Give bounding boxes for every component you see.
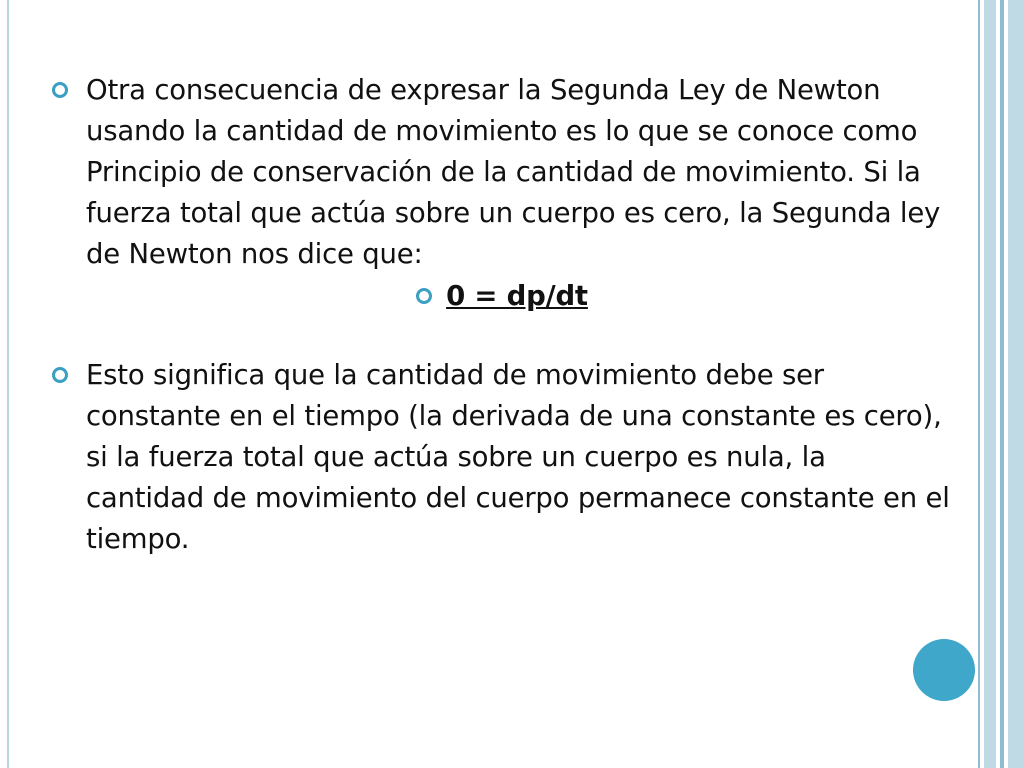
slide-body: [52, 70, 952, 560]
sub-bullet-item: [52, 276, 952, 317]
equation-wrapper: [416, 276, 588, 317]
bullet-icon: [52, 367, 68, 383]
stripe: [978, 0, 980, 768]
bullet-item: [52, 70, 952, 275]
equation-text: 0 = dp/dt: [446, 280, 588, 312]
bullet-icon: [52, 82, 68, 98]
paragraph-text: Esto significa que la cantidad de movimiento debe ser constante en el tiempo (la derivada de una constante es cero), si la fuerza total que actúa sobre un cuerpo es nula, la cantidad de movimiento del cuerpo permanece constante en el tiempo.: [86, 359, 950, 555]
right-decorative-stripes: [978, 0, 1024, 768]
bullet-item: [52, 355, 952, 560]
left-border-line: [7, 0, 9, 768]
stripe: [1000, 0, 1004, 768]
stripe: [984, 0, 996, 768]
decorative-circle: [913, 639, 975, 701]
bullet-icon: [416, 288, 432, 304]
stripe: [1008, 0, 1024, 768]
paragraph-text: Otra consecuencia de expresar la Segunda Ley de Newton usando la cantidad de movimiento es lo que se conoce como Principio de conservación de la cantidad de movimiento. Si la fuerza total que actúa sobre un cuerpo es cero, la Segunda ley de Newton nos dice que:: [86, 74, 941, 270]
